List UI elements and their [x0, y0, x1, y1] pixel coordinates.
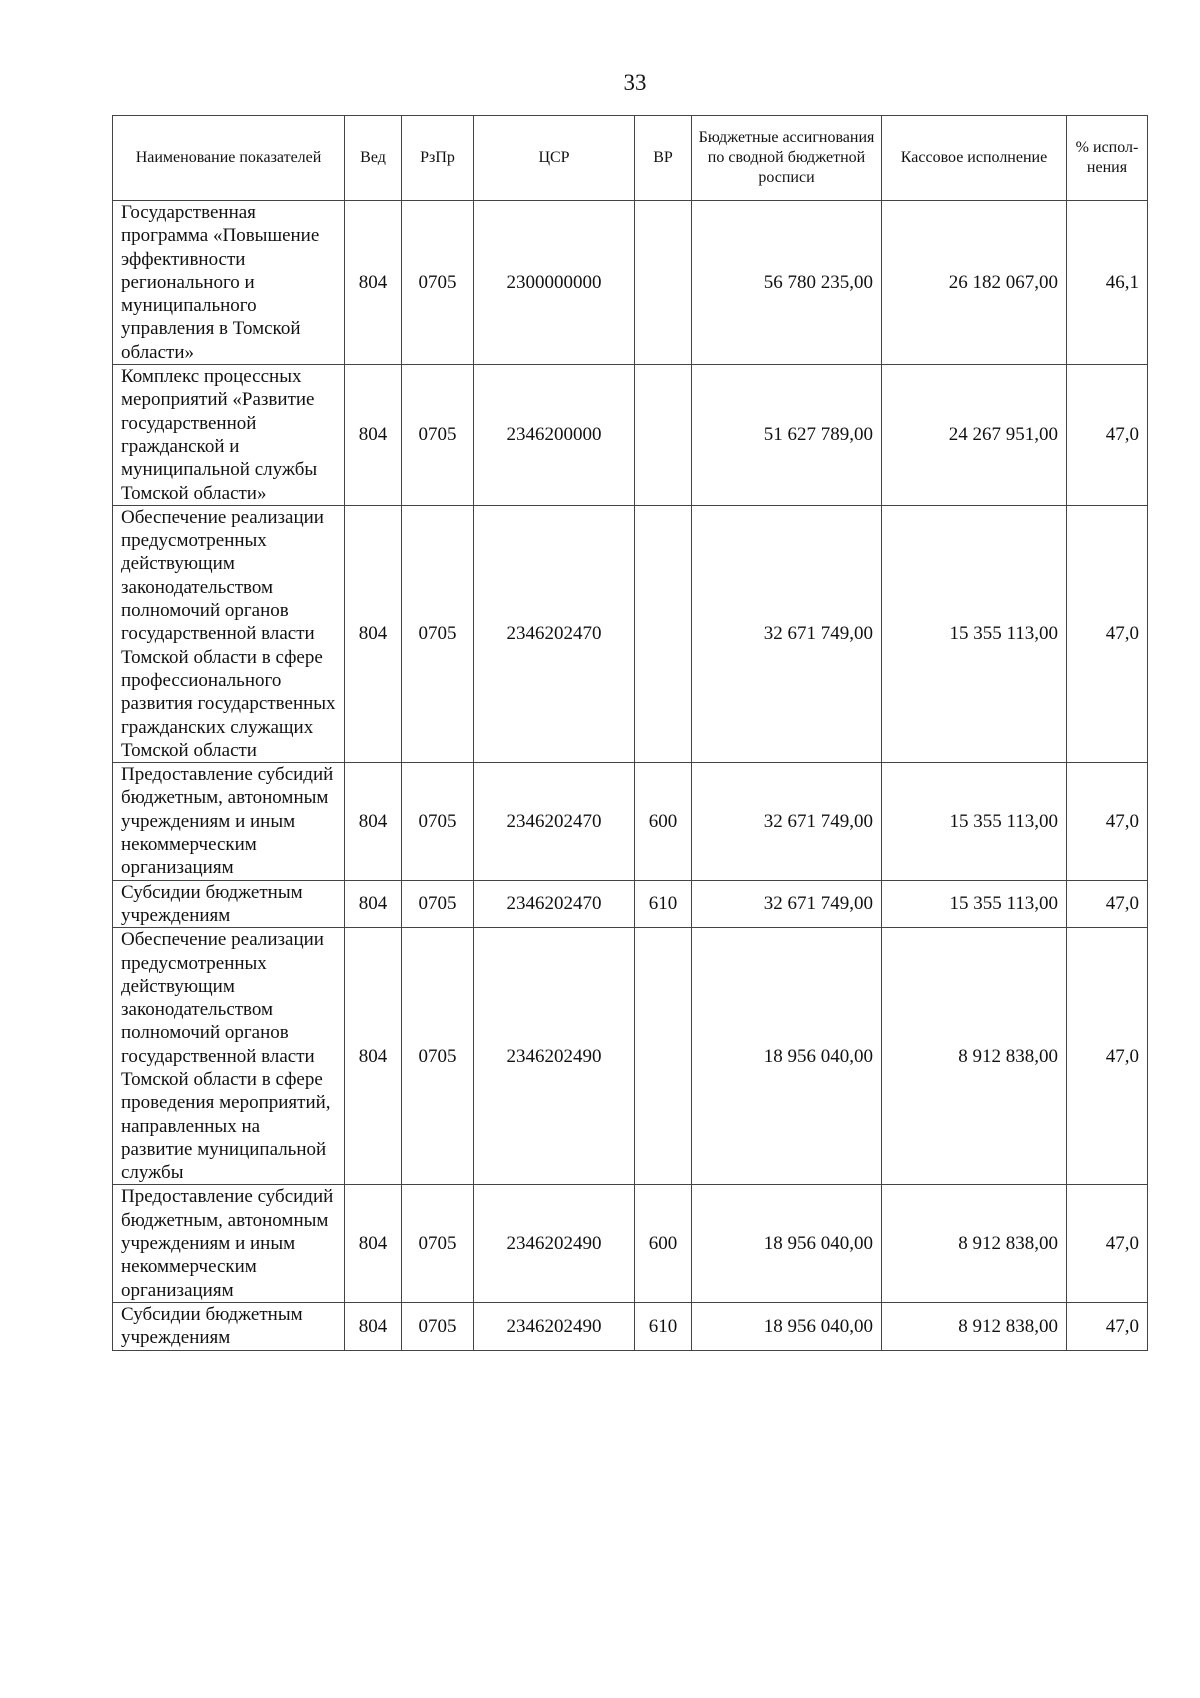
row-rzpr: 0705	[402, 201, 474, 365]
row-percent: 47,0	[1067, 1185, 1148, 1302]
row-rzpr: 0705	[402, 505, 474, 762]
row-ved: 804	[345, 201, 402, 365]
header-ved: Вед	[345, 116, 402, 201]
row-rzpr: 0705	[402, 880, 474, 928]
row-name: Комплекс процессных мероприятий «Развитие государственной гражданской и муниципальной службы Томской области»	[113, 365, 345, 506]
row-assignments: 18 956 040,00	[692, 1185, 882, 1302]
page-number: 33	[623, 70, 647, 95]
table-row	[113, 880, 1148, 928]
row-csr: 2346202470	[474, 505, 635, 762]
row-assignments: 32 671 749,00	[692, 880, 882, 928]
row-csr: 2346200000	[474, 365, 635, 506]
row-rzpr: 0705	[402, 1185, 474, 1302]
row-rzpr: 0705	[402, 1302, 474, 1350]
table-row	[113, 1302, 1148, 1350]
table-row	[113, 1185, 1148, 1302]
row-vr: 600	[635, 763, 692, 880]
row-ved: 804	[345, 928, 402, 1185]
table-row	[113, 201, 1148, 365]
header-vr: ВР	[635, 116, 692, 201]
row-vr	[635, 201, 692, 365]
row-ved: 804	[345, 505, 402, 762]
header-cash-execution: Кассовое исполнение	[882, 116, 1067, 201]
row-assignments: 32 671 749,00	[692, 763, 882, 880]
table-row	[113, 763, 1148, 880]
table-row	[113, 365, 1148, 506]
table-row	[113, 928, 1148, 1185]
row-rzpr: 0705	[402, 928, 474, 1185]
row-name: Предоставление субсидий бюджетным, автономным учреждениям и иным некоммерческим организациям	[113, 763, 345, 880]
row-csr: 2346202470	[474, 763, 635, 880]
row-cash-execution: 15 355 113,00	[882, 880, 1067, 928]
row-cash-execution: 8 912 838,00	[882, 1185, 1067, 1302]
row-rzpr: 0705	[402, 365, 474, 506]
row-name: Обеспечение реализации предусмотренных действующим законодательством полномочий органов государственной власти Томской области в сфере проведения мероприятий, направленных на развитие муниципальной службы	[113, 928, 345, 1185]
row-percent: 47,0	[1067, 1302, 1148, 1350]
row-csr: 2300000000	[474, 201, 635, 365]
row-cash-execution: 26 182 067,00	[882, 201, 1067, 365]
row-percent: 47,0	[1067, 505, 1148, 762]
row-cash-execution: 15 355 113,00	[882, 505, 1067, 762]
row-vr	[635, 505, 692, 762]
row-rzpr: 0705	[402, 763, 474, 880]
row-percent: 46,1	[1067, 201, 1148, 365]
row-name: Субсидии бюджетным учреждениям	[113, 880, 345, 928]
row-ved: 804	[345, 365, 402, 506]
row-ved: 804	[345, 763, 402, 880]
row-ved: 804	[345, 1185, 402, 1302]
row-ved: 804	[345, 880, 402, 928]
row-vr: 600	[635, 1185, 692, 1302]
row-percent: 47,0	[1067, 880, 1148, 928]
row-assignments: 18 956 040,00	[692, 1302, 882, 1350]
row-csr: 2346202470	[474, 880, 635, 928]
header-name: Наименование показателей	[113, 116, 345, 201]
header-csr: ЦСР	[474, 116, 635, 201]
budget-execution-table	[112, 115, 1148, 1351]
row-assignments: 56 780 235,00	[692, 201, 882, 365]
row-vr	[635, 365, 692, 506]
row-vr	[635, 928, 692, 1185]
row-cash-execution: 15 355 113,00	[882, 763, 1067, 880]
row-name: Обеспечение реализации предусмотренных действующим законодательством полномочий органов государственной власти Томской области в сфере профессионального развития государственных гражданских служащих Томской области	[113, 505, 345, 762]
row-vr: 610	[635, 1302, 692, 1350]
row-ved: 804	[345, 1302, 402, 1350]
row-percent: 47,0	[1067, 928, 1148, 1185]
row-name: Государственная программа «Повышение эффективности регионального и муниципального управления в Томской области»	[113, 201, 345, 365]
row-csr: 2346202490	[474, 1185, 635, 1302]
row-name: Предоставление субсидий бюджетным, автономным учреждениям и иным некоммерческим организациям	[113, 1185, 345, 1302]
row-cash-execution: 24 267 951,00	[882, 365, 1067, 506]
row-cash-execution: 8 912 838,00	[882, 928, 1067, 1185]
row-assignments: 32 671 749,00	[692, 505, 882, 762]
header-rzpr: РзПр	[402, 116, 474, 201]
row-assignments: 51 627 789,00	[692, 365, 882, 506]
row-assignments: 18 956 040,00	[692, 928, 882, 1185]
row-cash-execution: 8 912 838,00	[882, 1302, 1067, 1350]
table-row	[113, 505, 1148, 762]
header-percent-execution: % испол-нения	[1067, 116, 1148, 201]
row-name: Субсидии бюджетным учреждениям	[113, 1302, 345, 1350]
row-percent: 47,0	[1067, 763, 1148, 880]
row-vr: 610	[635, 880, 692, 928]
row-percent: 47,0	[1067, 365, 1148, 506]
row-csr: 2346202490	[474, 928, 635, 1185]
table-header-row	[113, 116, 1148, 201]
row-csr: 2346202490	[474, 1302, 635, 1350]
header-assignments: Бюджетные ассигнования по сводной бюджетной росписи	[692, 116, 882, 201]
